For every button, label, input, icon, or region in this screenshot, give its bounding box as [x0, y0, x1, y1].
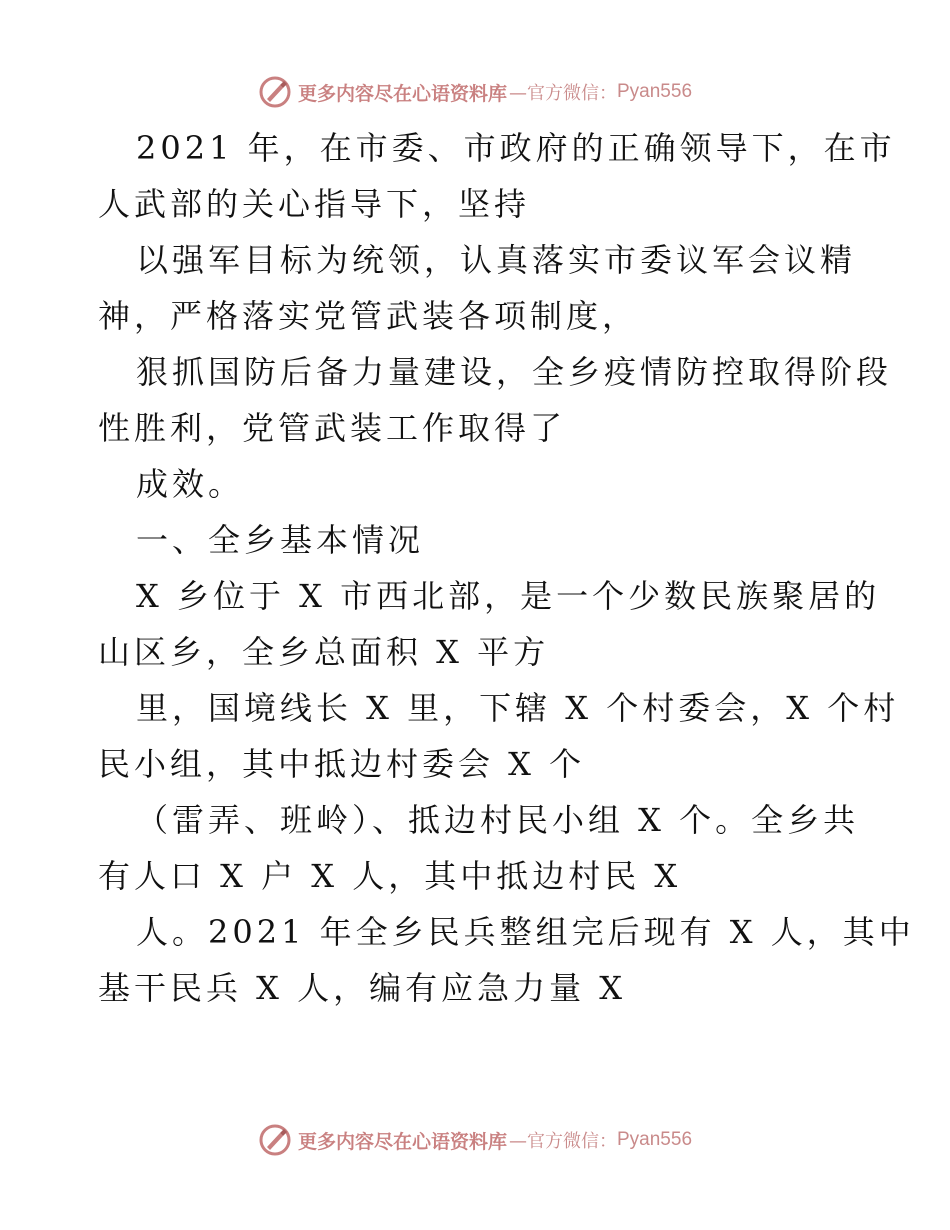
text-line: 性胜利，党管武装工作取得了: [98, 409, 567, 447]
text-line: 一、全乡基本情况: [136, 521, 425, 559]
text-line: 人武部的关心指导下，坚持: [98, 185, 531, 223]
text-line: 成效。: [136, 465, 245, 503]
watermark-text: 更多内容尽在心语资料库: [297, 1130, 507, 1153]
watermark-text: 更多内容尽在心语资料库: [297, 82, 507, 105]
document-body: [98, 120, 915, 1016]
watermark-separator: —官方微信：: [509, 83, 617, 104]
text-line: 以强军目标为统领，认真落实市委议军会议精: [136, 241, 857, 279]
text-line: 有人口 X 户 X 人，其中抵边村民 X: [98, 857, 682, 895]
pen-logo-icon: [258, 75, 292, 109]
watermark-separator: —官方微信：: [509, 1131, 617, 1152]
text-line: 狠抓国防后备力量建设，全乡疫情防控取得阶段: [136, 353, 893, 391]
text-line: 民小组，其中抵边村委会 X 个: [98, 745, 586, 783]
text-line: 2021 年，在市委、市政府的正确领导下，在市: [136, 129, 896, 167]
text-line: 神，严格落实党管武装各项制度，: [98, 297, 639, 335]
text-line: 山区乡，全乡总面积 X 平方: [98, 633, 550, 671]
text-line: （雷弄、班岭）、抵边村民小组 X 个。全乡共: [136, 801, 860, 839]
pen-logo-icon: [258, 1123, 292, 1157]
text-line: 基干民兵 X 人，编有应急力量 X: [98, 969, 627, 1007]
header-watermark: [0, 72, 950, 112]
footer-watermark: [0, 1120, 950, 1160]
text-line: X 乡位于 X 市西北部，是一个少数民族聚居的: [136, 577, 881, 615]
watermark-wechat-id: Pyan556: [617, 1129, 693, 1150]
text-line: 里，国境线长 X 里，下辖 X 个村委会，X 个村: [136, 689, 900, 727]
text-line: 人。2021 年全乡民兵整组完后现有 X 人，其中: [136, 913, 915, 951]
watermark-wechat-id: Pyan556: [617, 81, 693, 102]
